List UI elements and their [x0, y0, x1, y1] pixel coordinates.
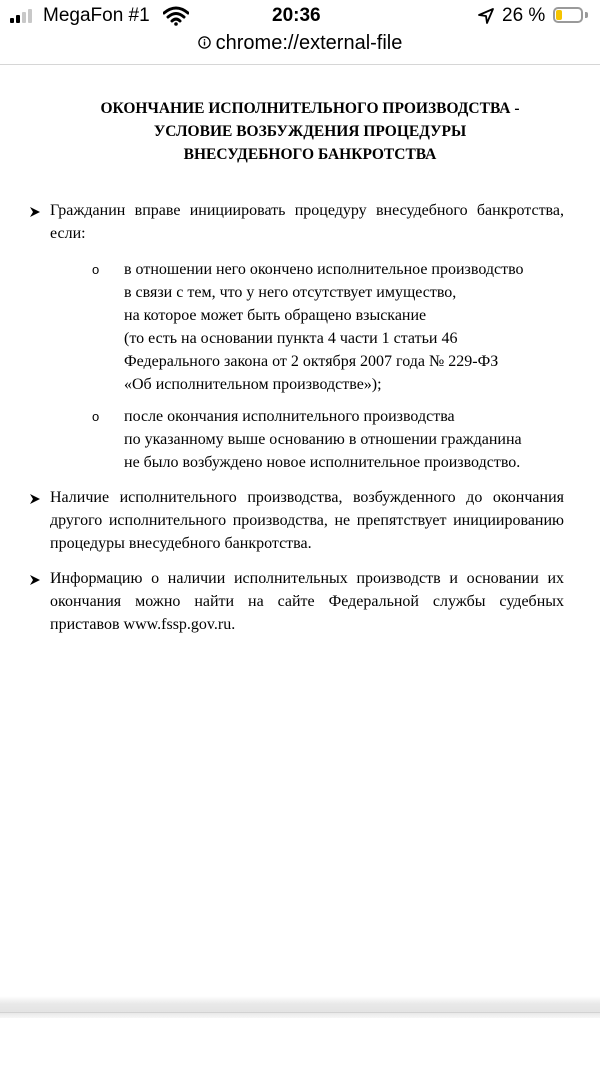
- arrow-bullet-icon: [28, 573, 42, 587]
- sub-item-line: после окончания исполнительного производства: [124, 408, 455, 425]
- sub-bullet-marker: o: [92, 409, 100, 424]
- battery-icon: [553, 7, 583, 23]
- sub-bullet-marker: o: [92, 262, 100, 277]
- title-line: УСЛОВИЕ ВОЗБУЖДЕНИЯ ПРОЦЕДУРЫ: [153, 123, 467, 140]
- url-text[interactable]: chrome://external-file: [215, 32, 403, 54]
- sub-item-line: (то есть на основании пункта 4 части 1 статьи 46: [124, 330, 458, 347]
- status-time: 20:36: [272, 5, 321, 26]
- page-bottom-divider: [0, 1012, 600, 1013]
- url-bar[interactable]: [0, 30, 600, 62]
- location-arrow-icon: [477, 7, 495, 25]
- document-title: [40, 97, 580, 166]
- bullet-paragraph: Наличие исполнительного производства, возбужденного до окончания другого исполнительного производства, не препятствует инициированию процедуры внесудебного банкротства.: [50, 489, 564, 552]
- arrow-bullet-icon: [28, 205, 42, 219]
- title-line: ОКОНЧАНИЕ ИСПОЛНИТЕЛЬНОГО ПРОИЗВОДСТВА -: [100, 100, 520, 117]
- signal-icon: [10, 9, 40, 23]
- battery-tip: [585, 12, 588, 18]
- sub-item-line: в связи с тем, что у него отсутствует имущество,: [124, 284, 457, 301]
- title-line: ВНЕСУДЕБНОГО БАНКРОТСТВА: [183, 146, 437, 163]
- sub-item-line: не было возбуждено новое исполнительное производство.: [124, 454, 521, 471]
- arrow-bullet-icon: [28, 492, 42, 506]
- status-bar: [0, 0, 600, 32]
- page-bottom-edge: [0, 996, 600, 1018]
- battery-percentage: 26 %: [502, 5, 546, 26]
- bullet-paragraph: Информацию о наличии исполнительных производств и основании их окончания можно найти на сайте Федеральной службы судебных приставов www.fssp.gov.ru.: [50, 570, 564, 633]
- bullet-paragraph: Гражданин вправе инициировать процедуру внесудебного банкротства, если:: [50, 202, 564, 242]
- sub-item: [124, 405, 574, 474]
- sub-item-line: в отношении него окончено исполнительное производство: [124, 261, 524, 278]
- sub-item-line: по указанному выше основанию в отношении гражданина: [124, 431, 522, 448]
- wifi-icon: [163, 6, 189, 26]
- sub-item: [124, 258, 574, 396]
- sub-item-line: «Об исполнительном производстве»);: [124, 376, 382, 393]
- sub-item-line: на которое может быть обращено взыскание: [124, 307, 427, 324]
- sub-item-line: Федерального закона от 2 октября 2007 года № 229-ФЗ: [124, 353, 499, 370]
- url-bar-divider: [0, 64, 600, 65]
- battery-level: [556, 10, 562, 20]
- carrier-name: MegaFon #1: [43, 5, 150, 26]
- info-circle-icon[interactable]: [198, 36, 211, 49]
